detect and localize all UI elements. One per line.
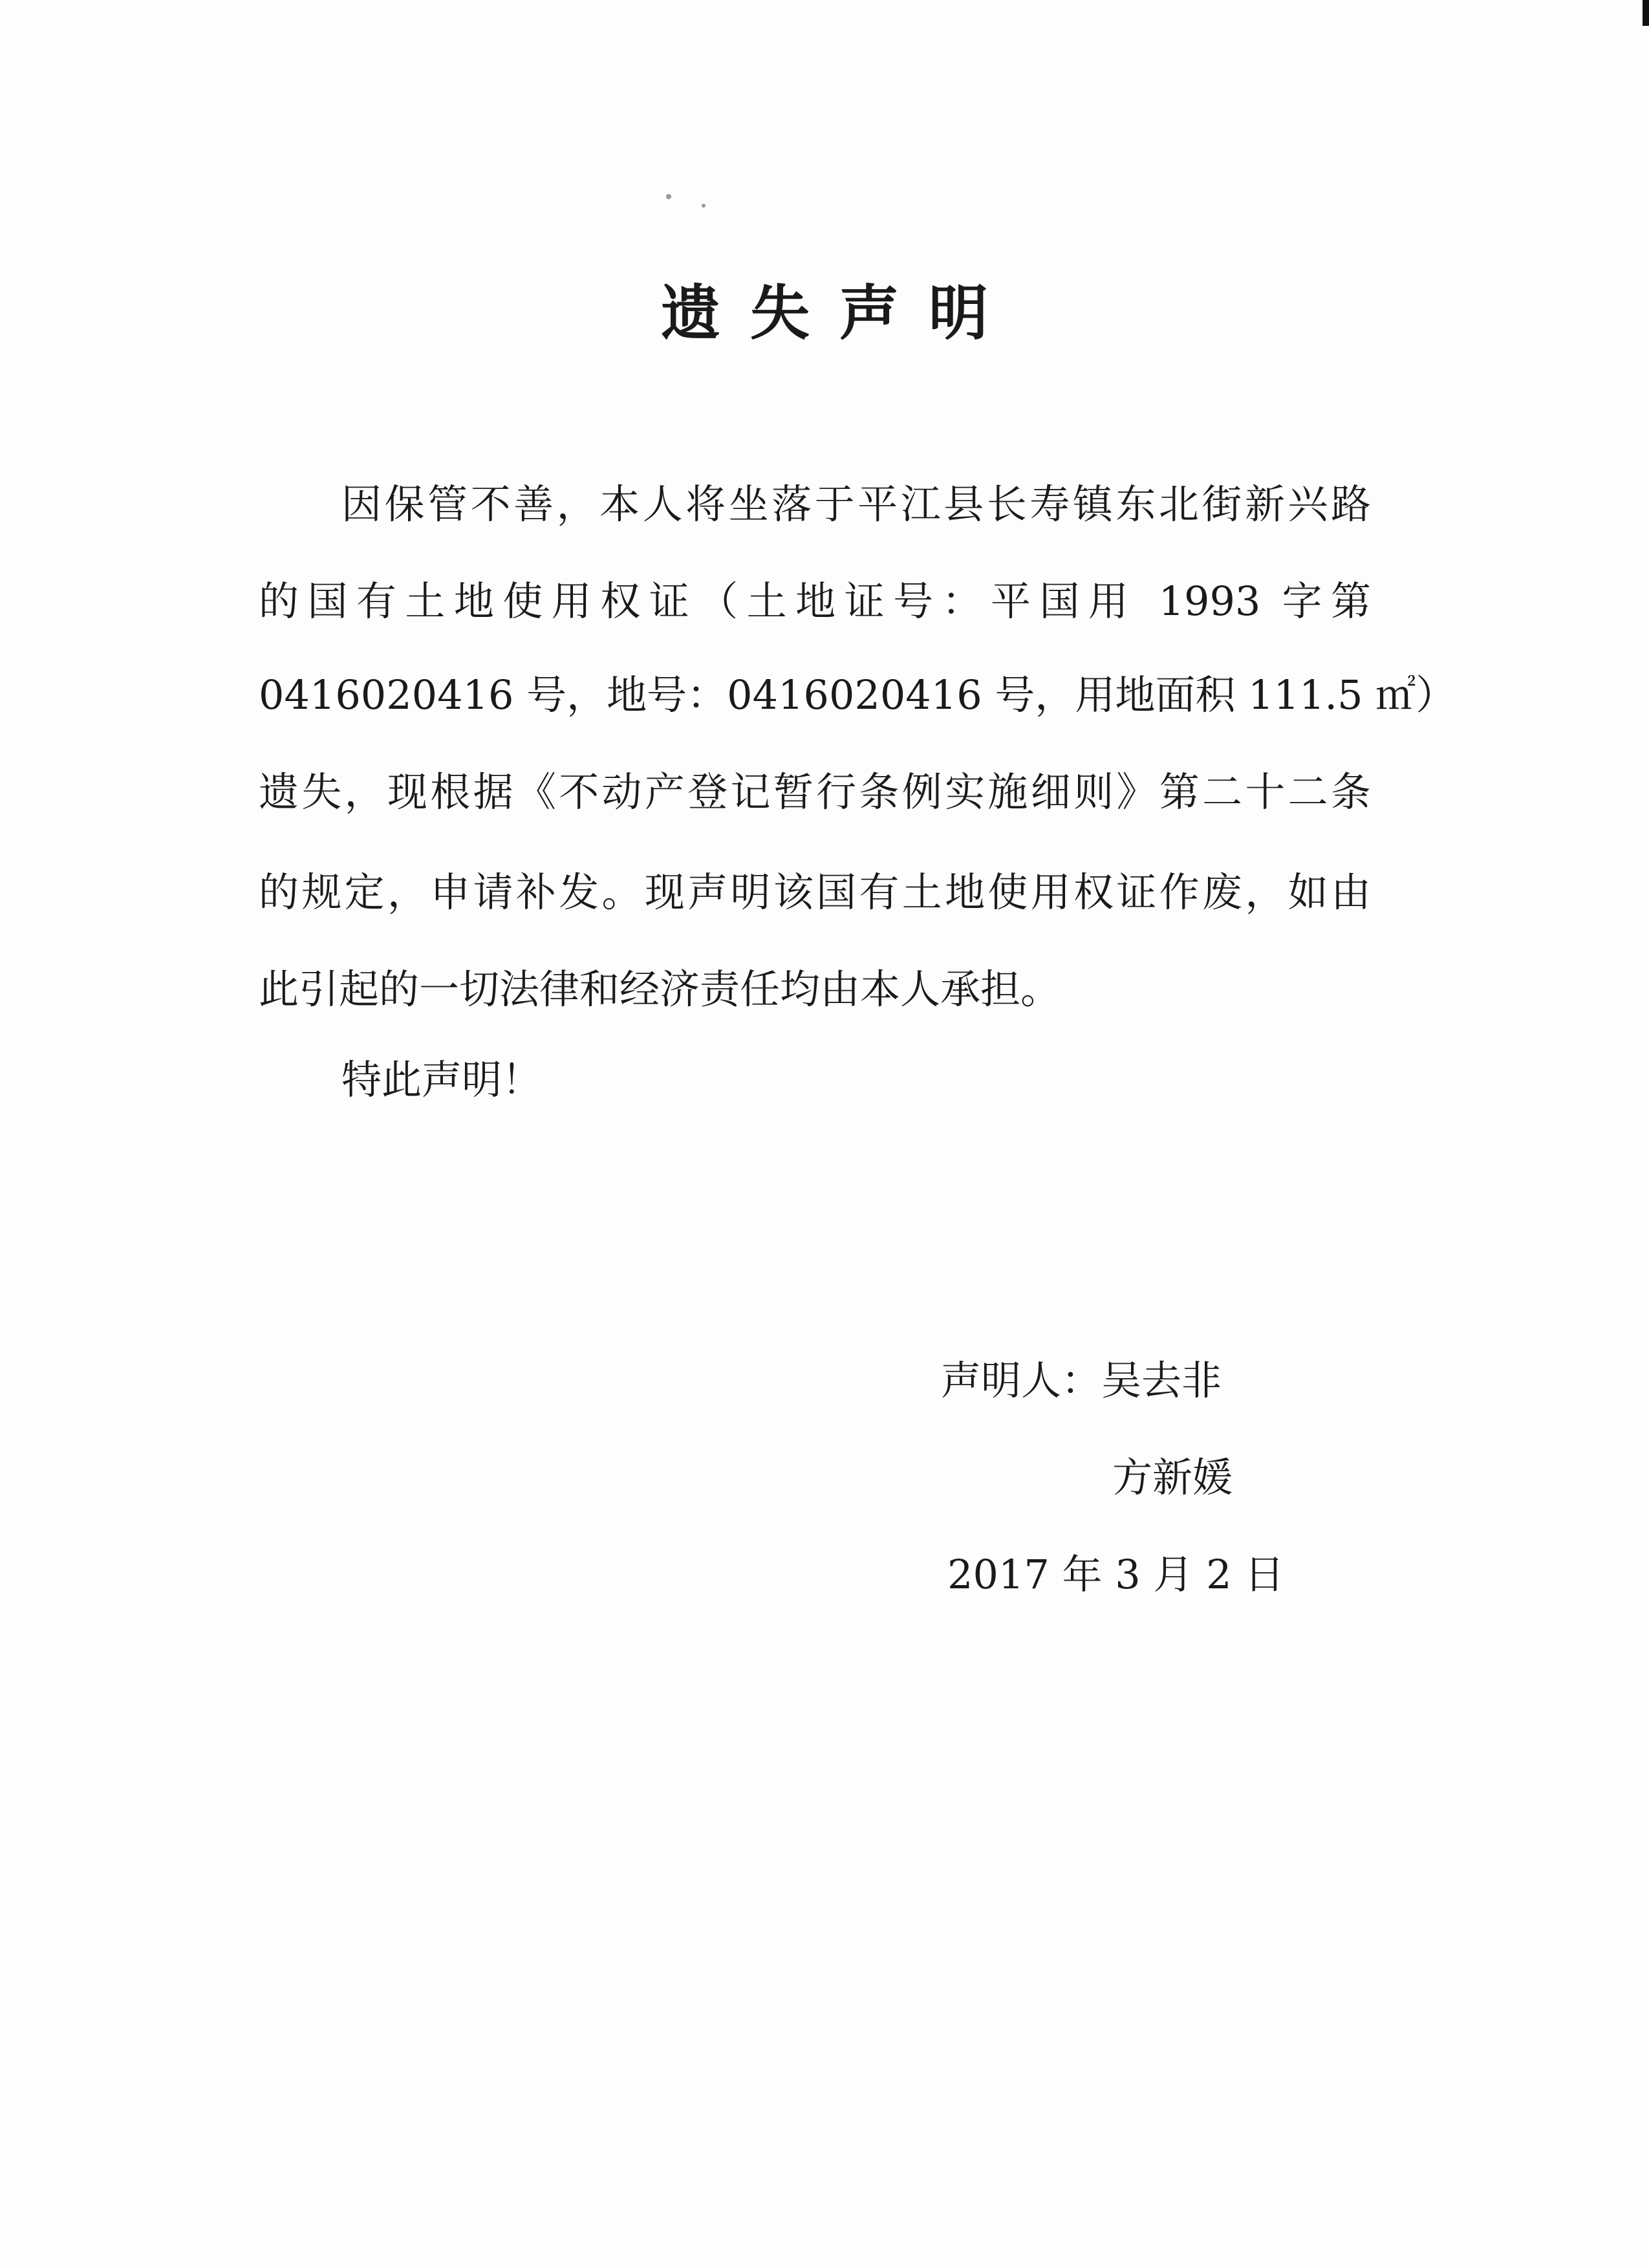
declaration-date: 2017 年 3 月 2 日 [947,1551,1285,1598]
scan-edge-mark [1643,0,1649,26]
scan-speck [666,194,671,199]
body-line-2: 的国有土地使用权证（土地证号：平国用 1993 字第 [259,578,1371,625]
body-line-3: 0416020416 号，地号：0416020416 号，用地面积 111.5 ㎡） [259,671,1456,718]
declarant-line: 声明人：吴去非 [941,1357,1222,1404]
body-line-5: 的规定，申请补发。现声明该国有土地使用权证作废，如由 [259,869,1371,916]
closing-statement: 特此声明！ [341,1056,543,1103]
body-line-6: 此引起的一切法律和经济责任均由本人承担。 [259,966,1061,1013]
body-line-4: 遗失，现根据《不动产登记暂行条例实施细则》第二十二条 [259,768,1371,815]
scan-speck [702,204,706,208]
document-title: 遗失声明 [660,279,1018,348]
declarant-second-name: 方新媛 [1112,1454,1233,1501]
body-line-1: 因保管不善，本人将坐落于平江县长寿镇东北街新兴路 [341,481,1371,528]
